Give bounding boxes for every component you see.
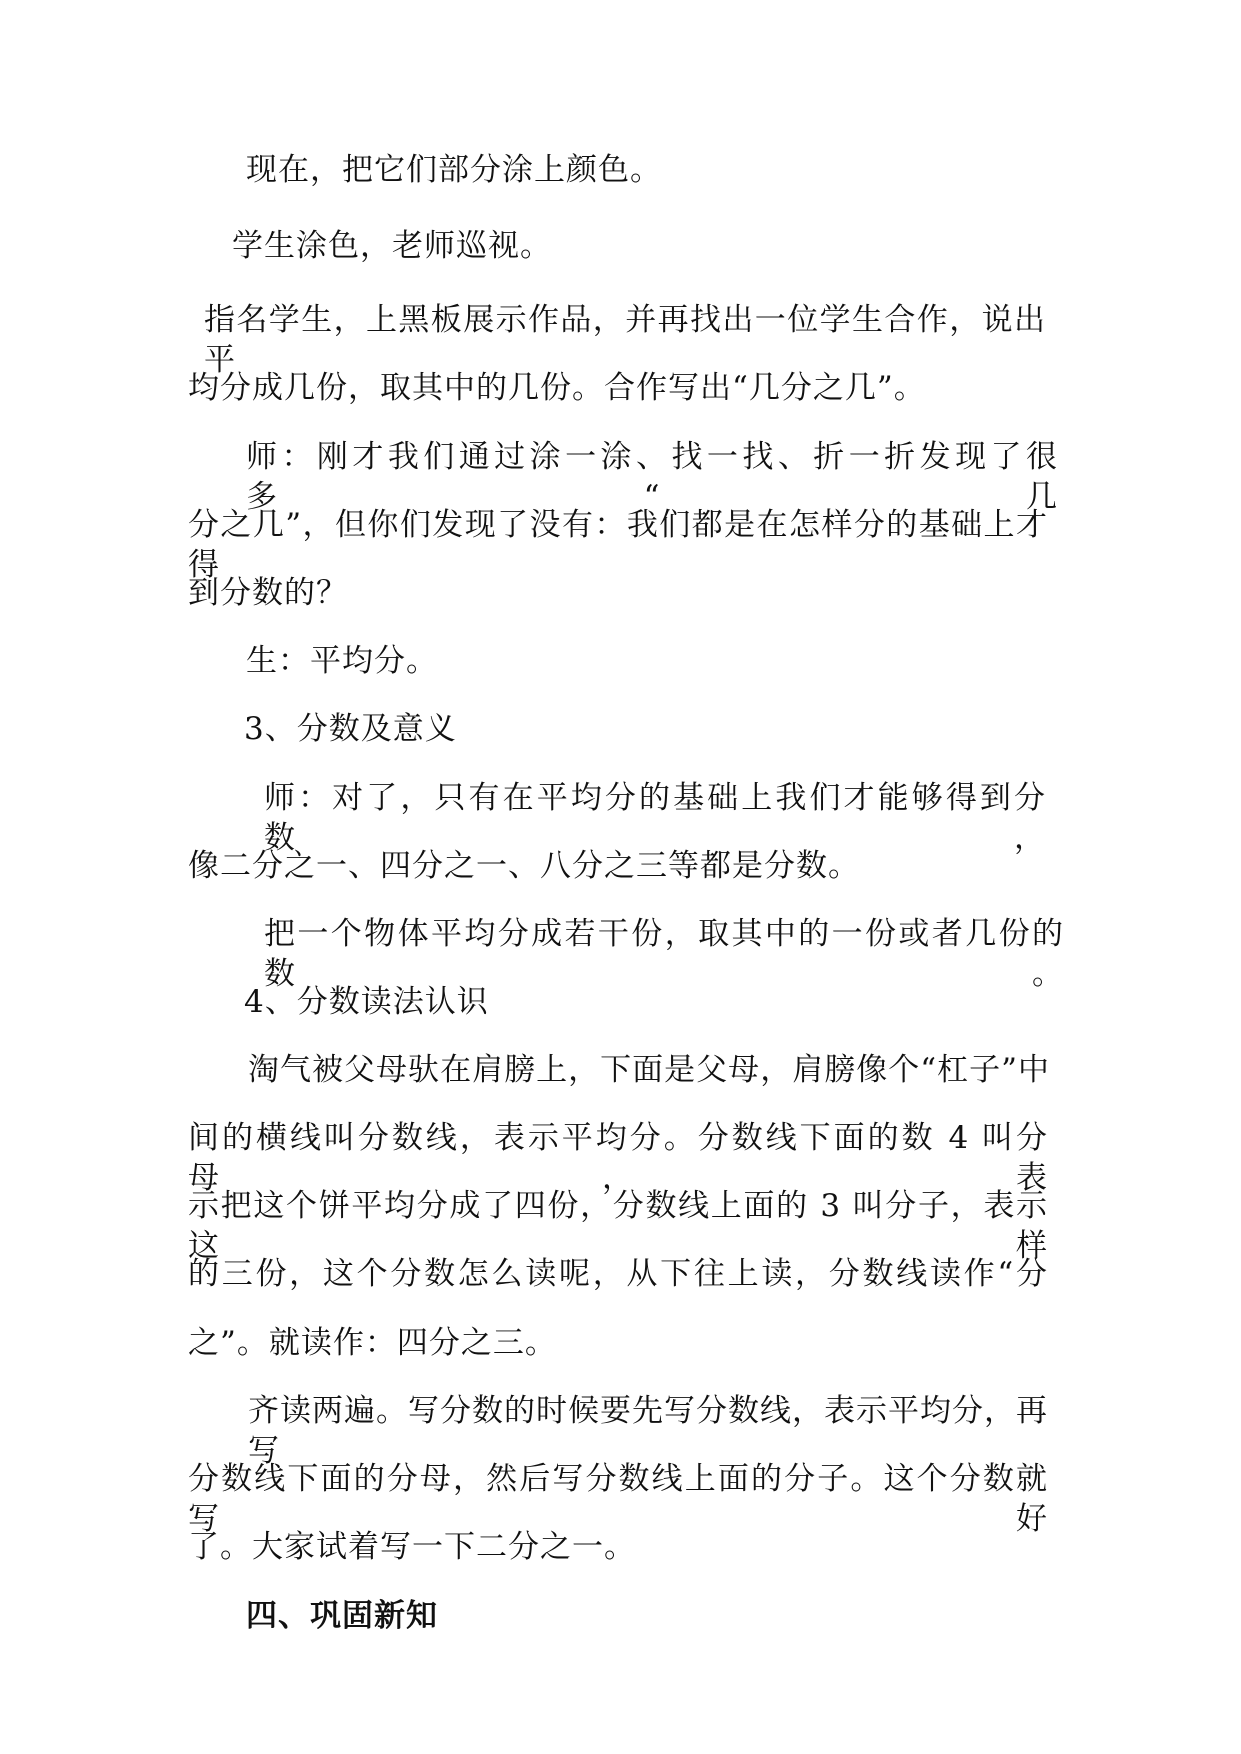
section-heading: 4、分数读法认识 (244, 984, 489, 1020)
paragraph-line: 均分成几份，取其中的几份。合作写出“几分之几”。 (188, 370, 926, 406)
paragraph-line: 分数线下面的分母，然后写分数线上面的分子。这个分数就写好 (188, 1461, 1048, 1537)
paragraph-line: 生：平均分。 (246, 643, 438, 679)
paragraph-line: 齐读两遍。写分数的时候要先写分数线，表示平均分，再写 (248, 1393, 1048, 1469)
paragraph-line: 现在，把它们部分涂上颜色。 (246, 152, 662, 188)
paragraph-line: 学生涂色，老师巡视。 (232, 228, 552, 264)
chapter-heading: 四、巩固新知 (246, 1598, 438, 1634)
paragraph-line: 指名学生，上黑板展示作品，并再找出一位学生合作，说出平 (204, 302, 1046, 378)
paragraph-line: 之”。就读作：四分之三。 (188, 1325, 557, 1361)
paragraph-line: 分之几”，但你们发现了没有：我们都是在怎样分的基础上才得 (188, 507, 1048, 583)
paragraph-line: 间的横线叫分数线，表示平均分。分数线下面的数 4 叫分母，表 (188, 1120, 1048, 1196)
paragraph-line: 像二分之一、四分之一、八分之三等都是分数。 (188, 848, 860, 884)
paragraph-line: 了。大家试着写一下二分之一。 (188, 1529, 636, 1565)
paragraph-line: 示把这个饼平均分成了四份，分数线上面的 3 叫分子，表示这样 (188, 1188, 1048, 1264)
section-heading: 3、分数及意义 (244, 711, 457, 747)
paragraph-line: 师：对了，只有在平均分的基础上我们才能够得到分数， (264, 780, 1046, 856)
paragraph-line: 的三份，这个分数怎么读呢，从下往上读，分数线读作“分 (188, 1256, 1048, 1292)
paragraph-line: 把一个物体平均分成若干份，取其中的一份或者几份的数。 (264, 916, 1064, 992)
paragraph-line: 到分数的？ (188, 575, 348, 611)
paragraph-line: 淘气被父母驮在肩膀上，下面是父母，肩膀像个“杠子”中 (248, 1052, 1050, 1088)
paragraph-line: 师：刚才我们通过涂一涂、找一找、折一折发现了很多“几 (246, 439, 1058, 515)
